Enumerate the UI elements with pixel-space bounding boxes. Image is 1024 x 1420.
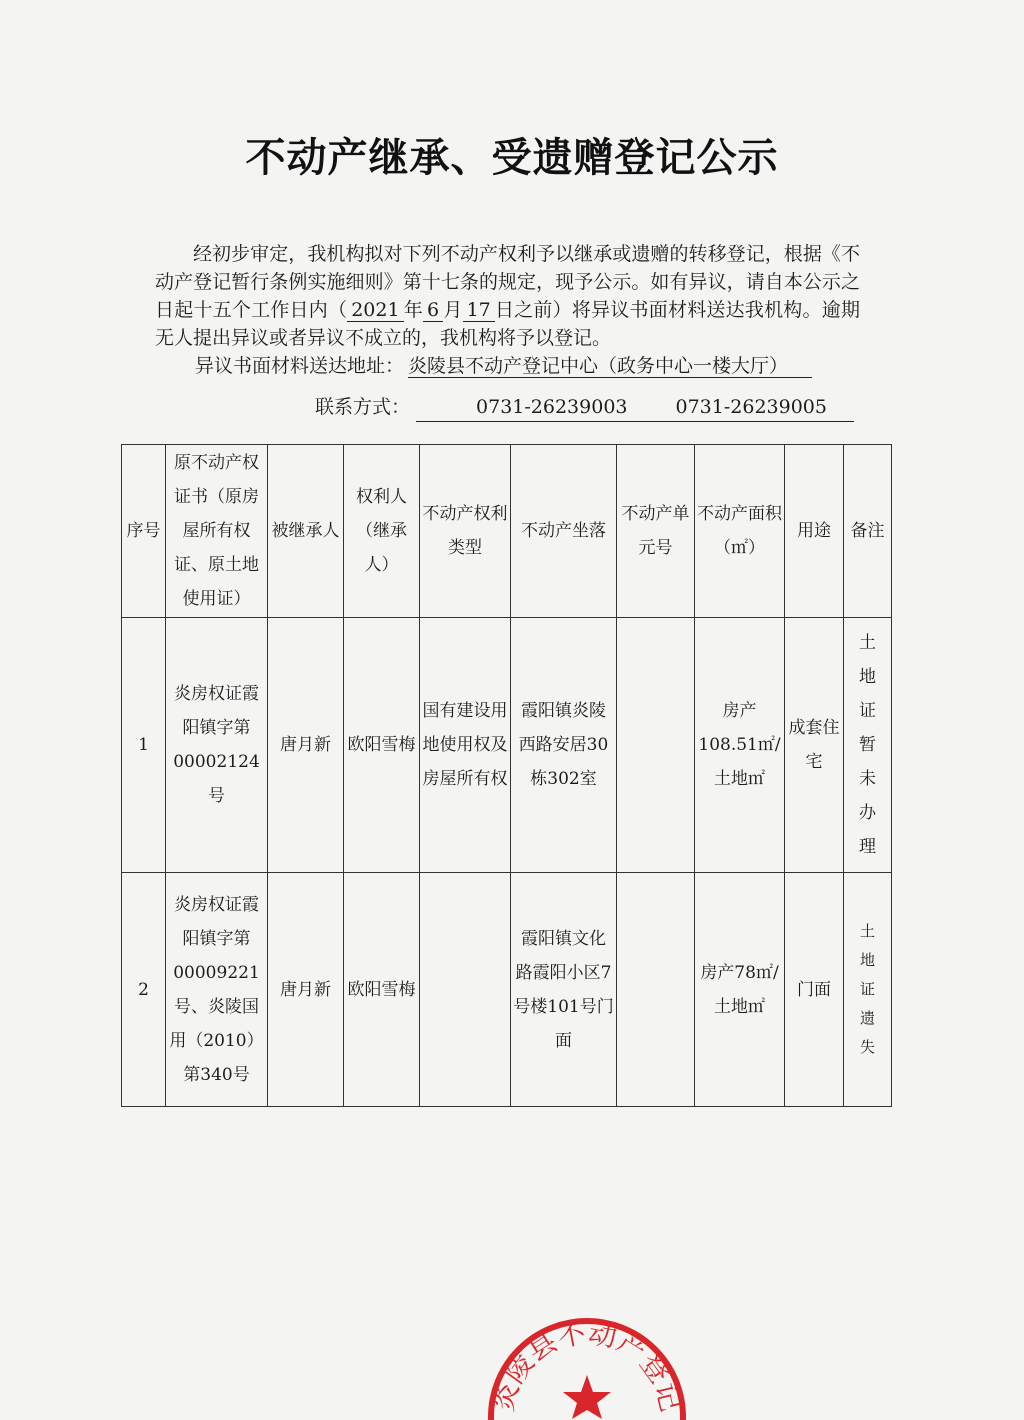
header-cell: 用途 bbox=[785, 445, 844, 618]
decedent: 唐月新 bbox=[268, 618, 344, 873]
property-area: 房产108.51㎡/土地㎡ bbox=[695, 618, 785, 873]
table-row bbox=[122, 618, 892, 873]
deadline-year: 2021 bbox=[347, 299, 403, 322]
remark-cell bbox=[844, 873, 892, 1107]
phone-2: 0731-26239005 bbox=[675, 396, 827, 418]
decedent: 唐月新 bbox=[268, 873, 344, 1107]
remark: 土地证暂未办理 bbox=[859, 633, 876, 857]
right-type bbox=[420, 873, 511, 1107]
header-cell: 原不动产权证书（原房屋所有权证、原土地使用证） bbox=[166, 445, 268, 618]
right-type: 国有建设用地使用权及房屋所有权 bbox=[420, 618, 511, 873]
remark-cell bbox=[844, 618, 892, 873]
header-cell: 不动产单元号 bbox=[617, 445, 695, 618]
address-label: 异议书面材料送达地址： bbox=[195, 355, 405, 377]
property-location: 霞阳镇文化路霞阳小区7号楼101号门面 bbox=[511, 873, 617, 1107]
header-cell: 被继承人 bbox=[268, 445, 344, 618]
month-unit: 月 bbox=[443, 299, 463, 321]
property-use: 成套住宅 bbox=[785, 618, 844, 873]
seal-star-icon bbox=[563, 1375, 611, 1419]
property-area: 房产78㎡/土地㎡ bbox=[695, 873, 785, 1107]
header-cell: 不动产坐落 bbox=[511, 445, 617, 618]
notice-paragraph bbox=[155, 240, 860, 352]
row-number: 2 bbox=[122, 873, 166, 1107]
registration-table bbox=[121, 444, 892, 1107]
header-cell: 不动产面积（㎡） bbox=[695, 445, 785, 618]
original-certificate: 炎房权证霞阳镇字第00009221号、炎陵国用（2010）第340号 bbox=[166, 873, 268, 1107]
original-certificate: 炎房权证霞阳镇字第00002124号 bbox=[166, 618, 268, 873]
property-use: 门面 bbox=[785, 873, 844, 1107]
heir: 欧阳雪梅 bbox=[344, 873, 420, 1107]
header-cell: 备注 bbox=[844, 445, 892, 618]
deadline-day: 17 bbox=[463, 299, 495, 322]
heir: 欧阳雪梅 bbox=[344, 618, 420, 873]
property-location: 霞阳镇炎陵西路安居30栋302室 bbox=[511, 618, 617, 873]
official-seal bbox=[487, 1295, 687, 1420]
deadline-month: 6 bbox=[423, 299, 443, 322]
table-row bbox=[122, 873, 892, 1107]
notice-text-2: 日之前）将异议书面材料送达我机构。逾期无人提出异议或者异议不成立的，我机构将予以登记。 bbox=[155, 299, 860, 349]
row-number: 1 bbox=[122, 618, 166, 873]
contact-info bbox=[315, 393, 854, 422]
header-cell: 序号 bbox=[122, 445, 166, 618]
header-cell: 不动产权利类型 bbox=[420, 445, 511, 618]
remark: 土地证遗失 bbox=[859, 922, 875, 1056]
objection-address bbox=[195, 352, 812, 380]
year-unit: 年 bbox=[403, 299, 424, 321]
notice-text-1: 经初步审定，我机构拟对下列不动产权利予以继承或遗赠的转移登记，根据《不动产登记暂行条例实施细则》第十七条的规定，现予公示。如有异议，请自本公示之日起十五个工作日内（ bbox=[155, 243, 860, 321]
address-value: 炎陵县不动产登记中心（政务中心一楼大厅） bbox=[408, 355, 812, 378]
unit-number bbox=[617, 618, 695, 873]
header-cell: 权利人（继承人） bbox=[344, 445, 420, 618]
unit-number bbox=[617, 873, 695, 1107]
contact-label: 联系方式： bbox=[315, 396, 411, 418]
page-title: 不动产继承、受遗赠登记公示 bbox=[245, 135, 779, 181]
phone-1: 0731-26239003 bbox=[476, 396, 628, 418]
seal-text: 炎陵县不动产登记 bbox=[487, 1316, 687, 1415]
contact-phones bbox=[416, 393, 854, 422]
table-header-row bbox=[122, 445, 892, 618]
